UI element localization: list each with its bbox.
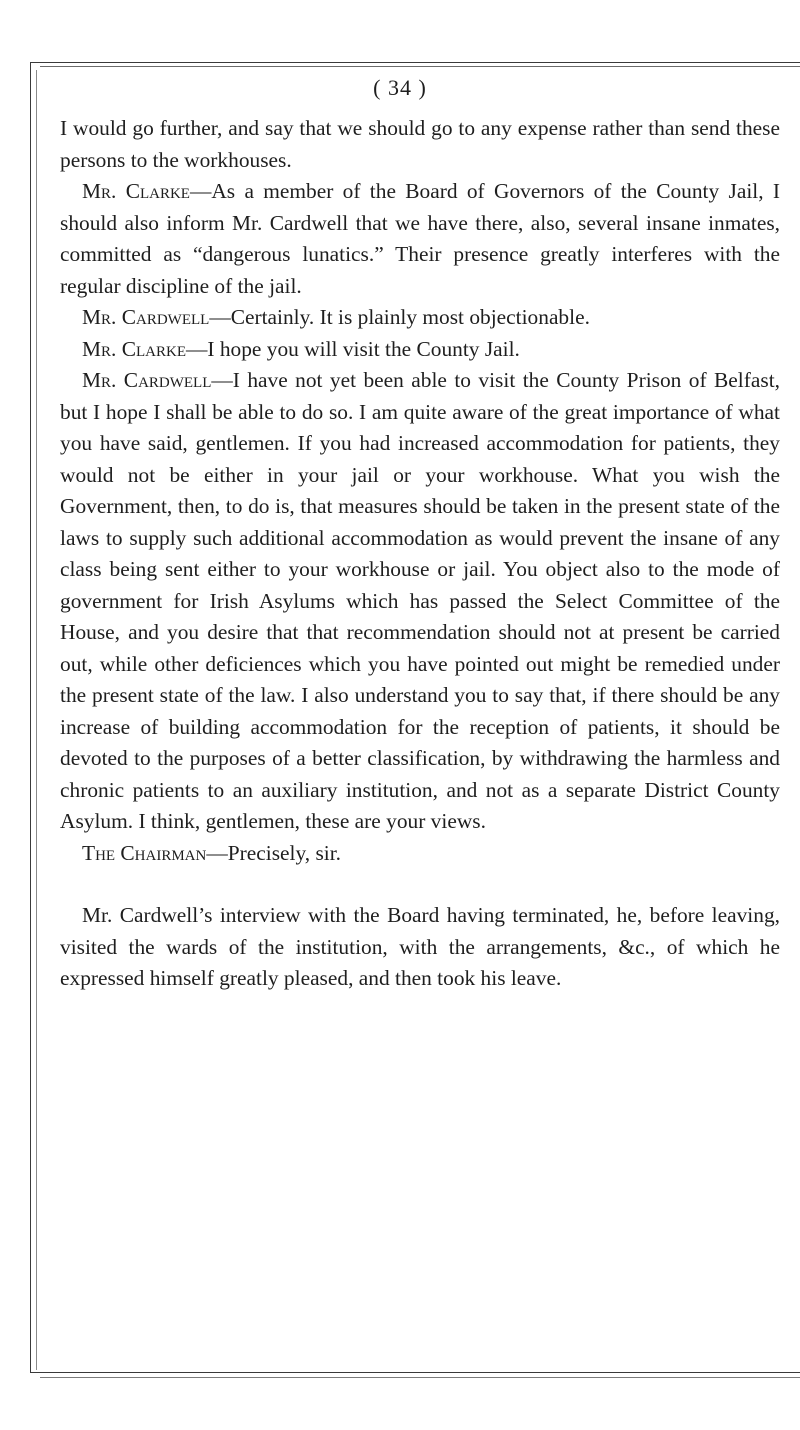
page-border-left-inner: [36, 70, 37, 1370]
speech-text: —I have not yet been able to visit the County Prison of Belfast, but I hope I shall be able to do so. I am quite aware of the great importance of what you have said, gentlemen. If you had increased accommodation for patients, they would not be either in your jail or your workhouse. What you wish the Government, then, to do is, that measures should be taken in the present state of the laws to supply such additional accommodation as would prevent the insane of any class being sent either to your workhouse or jail. You object also to the mode of government for Irish Asylums which has passed the Select Committee of the House, and you desire that that recommendation should not at present be carried out, while other deficiences which you have pointed out might be remedied under the present state of the law. I also understand you to say that, if there should be any increase of building accommodation for the reception of patients, it should be devoted to the purposes of a better classification, by withdrawing the harmless and chronic patients to an auxiliary institution, and not as a separate District County Asylum. I think, gentlemen, these are your views.: [60, 368, 780, 833]
paragraph-clarke-visit: [60, 334, 780, 366]
paragraph-chairman: [60, 838, 780, 870]
speaker-name: The Chairman: [82, 840, 207, 865]
speaker-name: Mr. Clarke: [82, 179, 190, 203]
page-border-top-inner: [40, 66, 800, 67]
paragraph-continuation: I would go further, and say that we should go to any expense rather than send these persons to the workhouses.: [60, 116, 780, 172]
page-number: ( 34 ): [373, 75, 427, 100]
paragraph-cardwell-summary: [60, 365, 780, 838]
speech-text: —As a member of the Board of Governors of the County Jail, I should also inform Mr. Cardwell that we have there, also, several insane inmates, committed as “dangerous lunatics.” Their presence greatly interferes with the regular discipline of the jail.: [60, 179, 781, 298]
speech-text: —Precisely, sir.: [206, 840, 342, 865]
speech-text: —I hope you will visit the County Jail.: [185, 336, 520, 361]
page-border-left: [30, 62, 31, 1372]
speaker-name: Mr. Cardwell: [82, 305, 210, 329]
document-body: [60, 113, 780, 995]
speech-text: —Certainly. It is plainly most objectionable.: [209, 305, 590, 329]
paragraph-clarke-jail: [60, 176, 780, 302]
speaker-name: Mr. Clarke: [82, 336, 186, 361]
paragraph-cardwell-reply: [60, 302, 780, 334]
speaker-name: Mr. Cardwell: [82, 368, 212, 392]
page-border-top: [30, 62, 800, 63]
page-border-bottom: [30, 1372, 800, 1373]
page-border-bottom-inner: [40, 1377, 800, 1378]
paragraph-closing: Mr. Cardwell’s interview with the Board having terminated, he, before leaving, visited the wards of the institution, with the arrangements, &c., of which he expressed himself greatly pleased, and then took his leave.: [60, 903, 780, 990]
